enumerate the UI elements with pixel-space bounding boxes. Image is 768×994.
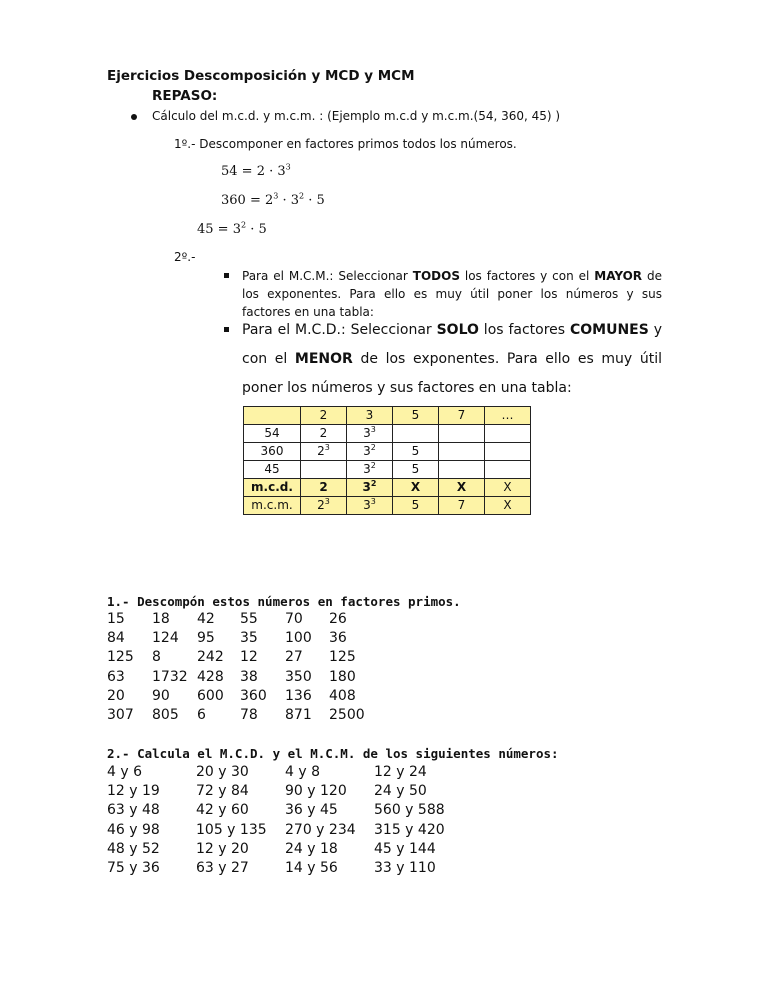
table-cell: X: [485, 497, 531, 515]
exercise1-number: 27: [285, 649, 303, 666]
section-subtitle: REPASO:: [152, 88, 218, 104]
step2-text: 2º.-: [174, 250, 196, 264]
exercise1-number: 871: [285, 707, 312, 723]
table-cell: 7: [439, 497, 485, 515]
exercise2-pair: 42 y 60: [196, 802, 249, 819]
exercise1-number: 38: [240, 668, 258, 685]
exercise1-number: 408: [329, 687, 356, 704]
mcd-rule-text: Para el M.C.D.: Seleccionar SOLO los factores COMUNES y con el MENOR de los exponentes. Para ello es muy útil poner los números y sus factores en una tabla:: [242, 322, 662, 396]
table-cell: [485, 425, 531, 443]
table-cell: [393, 425, 439, 443]
exercise1-number: 36: [329, 630, 347, 647]
table-cell: [301, 461, 347, 479]
exercise2-pair: 24 y 50: [374, 783, 427, 800]
equation-360: $360 = 2^3 \cdot 3^2 \cdot 5$: [221, 191, 325, 208]
square-bullet-icon: [224, 327, 229, 332]
exercise1-number: 20: [107, 687, 125, 704]
step1-text: 1º.- Descomponer en factores primos todos los números.: [174, 137, 517, 151]
table-header-cell: 2: [301, 407, 347, 425]
table-cell: 5: [393, 497, 439, 515]
exercise2-pair: 63 y 27: [196, 860, 249, 876]
table-cell: $2^3$: [301, 497, 347, 515]
table-cell: X: [393, 479, 439, 497]
exercise1-number: 15: [107, 611, 125, 627]
exercise2-pair: 14 y 56: [285, 860, 338, 876]
exercise2-pair: 46 y 98: [107, 821, 160, 838]
exercise2-pair: 20 y 30: [196, 764, 249, 780]
exercise1-number: 8: [152, 649, 161, 666]
table-row: [244, 461, 531, 479]
table-cell: [439, 461, 485, 479]
table-cell: 5: [393, 443, 439, 461]
exercise1-number: 55: [240, 611, 258, 627]
intro-bullet-text: Cálculo del m.c.d. y m.c.m. : (Ejemplo m.c.d y m.c.m.(54, 360, 45) ): [152, 109, 561, 123]
mcm-rule-text: Para el M.C.M.: Seleccionar TODOS los factores y con el MAYOR de los exponentes. Para ello es muy útil poner los números y sus factores en una tabla:: [242, 269, 662, 319]
table-cell: [439, 425, 485, 443]
exercise1-number: 100: [285, 630, 312, 647]
table-cell: $2^3$: [301, 443, 347, 461]
table-row: [244, 425, 531, 443]
exercise1-number: 42: [197, 611, 215, 627]
exercise2-pair: 75 y 36: [107, 860, 160, 876]
exercise2-pair: 90 y 120: [285, 783, 347, 800]
exercise1-number: 125: [329, 649, 356, 666]
exercise1-number: 78: [240, 707, 258, 723]
exercise1-number: 95: [197, 630, 215, 647]
exercise2-pair: 12 y 19: [107, 783, 160, 800]
exercise1-number: 136: [285, 687, 312, 704]
factor-table: [243, 406, 531, 515]
exercise2-pair: 45 y 144: [374, 840, 436, 857]
exercise1-number: 350: [285, 668, 312, 685]
table-cell: $3^3$: [347, 425, 393, 443]
table-cell: 2: [301, 479, 347, 497]
exercise1-number: 6: [197, 707, 206, 723]
table-cell: 5: [393, 461, 439, 479]
table-cell: 45: [244, 461, 301, 479]
square-bullet-icon: [224, 273, 229, 278]
exercise1-number: 26: [329, 611, 347, 627]
exercise2-pair: 315 y 420: [374, 821, 445, 838]
bullet-dot-icon: [131, 114, 137, 120]
table-cell: [485, 443, 531, 461]
exercise2-pair: 560 y 588: [374, 802, 445, 819]
table-cell: 360: [244, 443, 301, 461]
exercise2-pair: 24 y 18: [285, 840, 338, 857]
table-cell: m.c.d.: [244, 479, 301, 497]
table-row: [244, 443, 531, 461]
exercise1-number: 1732: [152, 668, 188, 685]
exercise1-number: 242: [197, 649, 224, 666]
exercise1-number: 70: [285, 611, 303, 627]
exercise1-number: 84: [107, 630, 125, 647]
page-title: Ejercicios Descomposición y MCD y MCM: [107, 68, 415, 84]
exercise2-pair: 105 y 135: [196, 821, 267, 838]
exercise1-number: 2500: [329, 707, 365, 723]
exercise1-number: 805: [152, 707, 179, 723]
exercise2-pair: 63 y 48: [107, 802, 160, 819]
exercise1-number: 600: [197, 687, 224, 704]
table-cell: $3^2$: [347, 443, 393, 461]
exercise2-pair: 4 y 8: [285, 764, 320, 780]
table-row-mcd: [244, 479, 531, 497]
table-cell: $3^2$: [347, 479, 393, 497]
exercise2-pair: 33 y 110: [374, 860, 436, 876]
exercise2-pair: 48 y 52: [107, 840, 160, 857]
exercise1-number: 360: [240, 687, 267, 704]
equation-45: $45 = 3^2 \cdot 5$: [197, 220, 267, 237]
table-cell: $3^2$: [347, 461, 393, 479]
exercise2-pair: 12 y 20: [196, 840, 249, 857]
table-cell: m.c.m.: [244, 497, 301, 515]
exercise1-number: 180: [329, 668, 356, 685]
table-cell: 54: [244, 425, 301, 443]
table-header-cell: 7: [439, 407, 485, 425]
exercise1-number: 125: [107, 649, 134, 666]
exercise1-number: 90: [152, 687, 170, 704]
exercise2-pair: 36 y 45: [285, 802, 338, 819]
table-row-mcm: [244, 497, 531, 515]
equation-54: $54 = 2 \cdot 3^3$: [221, 162, 291, 179]
exercise2-pair: 72 y 84: [196, 783, 249, 800]
table-cell: X: [439, 479, 485, 497]
table-cell: [485, 461, 531, 479]
table-cell: 2: [301, 425, 347, 443]
exercise2-pair: 12 y 24: [374, 764, 427, 780]
exercise1-number: 35: [240, 630, 258, 647]
exercise2-pair: 4 y 6: [107, 764, 142, 780]
table-header-cell: 3: [347, 407, 393, 425]
exercise1-number: 12: [240, 649, 258, 666]
exercise2-pair: 270 y 234: [285, 821, 356, 838]
exercise1-number: 63: [107, 668, 125, 685]
table-header-cell: [244, 407, 301, 425]
exercise1-title: 1.- Descompón estos números en factores primos.: [107, 594, 461, 609]
exercise1-number: 428: [197, 668, 224, 685]
table-cell: $3^3$: [347, 497, 393, 515]
table-cell: [439, 443, 485, 461]
exercise1-number: 18: [152, 611, 170, 627]
table-header-cell: …: [485, 407, 531, 425]
table-header-cell: 5: [393, 407, 439, 425]
table-header-row: [244, 407, 531, 425]
exercise1-number: 124: [152, 630, 179, 647]
table-cell: X: [485, 479, 531, 497]
exercise2-title: 2.- Calcula el M.C.D. y el M.C.M. de los siguientes números:: [107, 746, 559, 761]
exercise1-number: 307: [107, 707, 134, 723]
